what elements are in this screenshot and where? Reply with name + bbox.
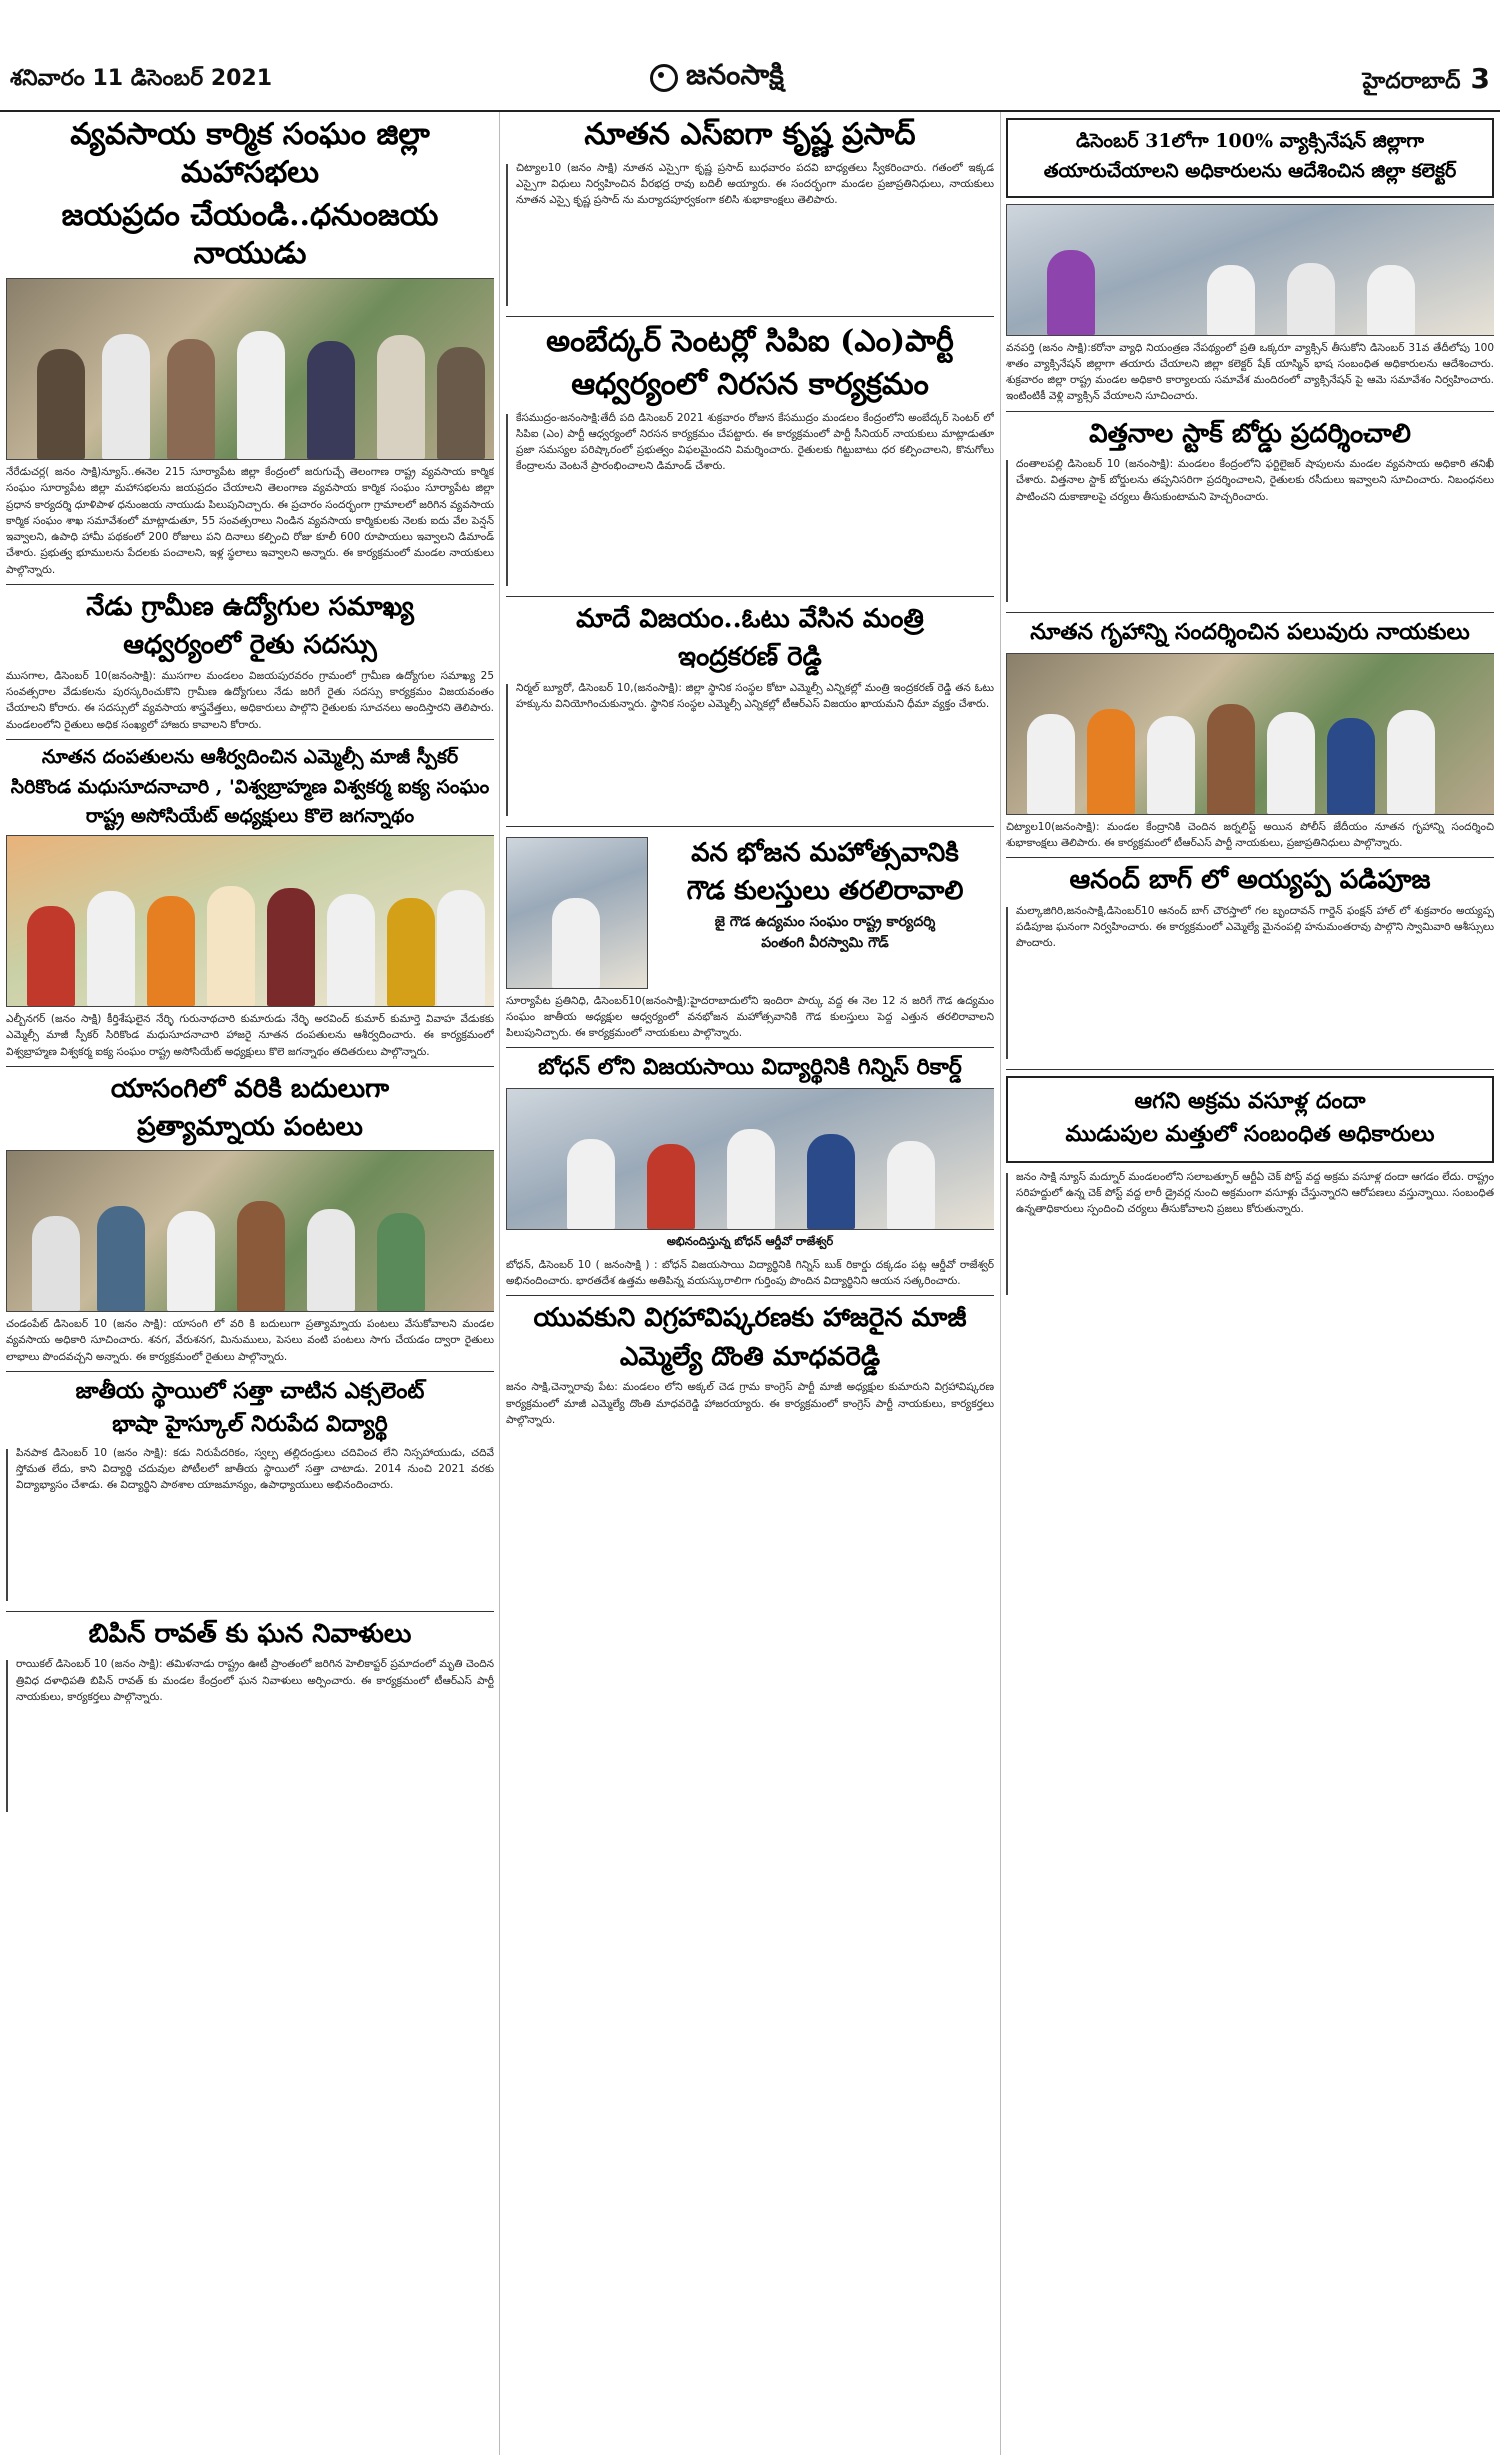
article-body: సూర్యాపేట ప్రతినిధి, డిసెంబర్10(జనంసాక్షి):హైదరాబాదులోని ఇందిరా పార్కు వద్ద ఈ నెల 12 న జరిగే గౌడ ఉద్యమం సంఘం జాతీయ అధ్యక్షుల ఆధ్వర్యంలో వనభోజన మహోత్సవానికి గౌడ కులస్తులు పెద్ద ఎత్తున తరలిరావాలని పిలుపునిచ్చారు. ఈ కార్యక్రమంలో నాయకులు పాల్గొన్నారు.	[506, 994, 994, 1040]
column-left	[6, 112, 494, 2455]
edition-info	[1363, 62, 1490, 99]
article-headline: నూతన దంపతులను ఆశీర్వదించిన ఎమ్మెల్సీ మాజీ స్పీకర్	[41, 745, 459, 768]
article-headline: గౌడ కులస్తులు తరలిరావాలి	[686, 876, 964, 906]
article-headline: విత్తనాల స్టాక్ బోర్డు ప్రదర్శించాలి	[1089, 418, 1411, 449]
article-body: జనం సాక్షి,చెన్నారావు పేట: మండలం లోని అక్కల్ చెడ గ్రామ కాంగ్రెస్ పార్టీ మాజీ అధ్యక్షుల కుమారుని విగ్రహావిష్కరణ కార్యక్రమంలో మాజీ ఎమ్మెల్యే దొంతి మాధవరెడ్డి హాజరయ్యారు. ఈ కార్యక్రమంలో కాంగ్రెస్ పార్టీ నాయకులు, కార్యకర్తలు పాల్గొన్నారు.	[506, 1381, 994, 1426]
article-subheadline: జై గౌడ ఉద్యమం సంఘం రాష్ట్ర కార్యదర్శి	[714, 913, 936, 930]
article-headline: ఇంద్రకరణ్ రెడ్డి	[678, 642, 822, 672]
article-photo	[506, 414, 508, 586]
article-headline: నూతన ఎస్ఐగా కృష్ణ ప్రసాద్	[584, 117, 916, 152]
article-photo	[1006, 460, 1008, 602]
article-body: రాయికల్ డిసెంబర్ 10 (జనం సాక్షి): తమిళనాడు రాష్ట్రం ఊటీ ప్రాంతంలో జరిగిన హెలికాప్టర్ ప్రమాదంలో మృతి చెందిన త్రివిధ దళాధిపతి బిపిన్ రావత్ కు మండల కేంద్రంలో ఘన నివాళులు అర్పించారు. ఈ కార్యక్రమంలో టీఆర్ఎస్ పార్టీ నాయకులు, కార్యకర్తలు పాల్గొన్నారు.	[16, 1658, 494, 1703]
article-body: బోధన్, డిసెంబర్ 10 ( జనంసాక్షి ) : బోధన్ విజయసాయి విద్యార్థినికి గిన్నిస్ బుక్ రికార్డు దక్కడం పట్ల ఆర్డీవో రాజేశ్వర్ అభినందించారు. భారతదేశ ఉత్తమ అతిపిన్న వయస్కురాలిగా గుర్తింపు పొందిన విద్యార్థినిని ఆయన సత్కరించారు.	[506, 1258, 994, 1288]
article-body: ముసగాల, డిసెంబర్ 10(జనంసాక్షి): ముసగాల మండలం విజయపురవరం గ్రామంలో గ్రామీణ ఉద్యోగుల సమాఖ్య 25 సంవత్సరాల వేడుకలను పురస్కరించుకొని గ్రామీణ ఉద్యోగులు నేడు జరిగే రైతు సదస్సు కార్యక్రమం విజయవంతం చేయాలని కోరారు. ఈ సదస్సులో వ్యవసాయ శాస్త్రవేత్తలు, అధికారులు పాల్గొని రైతులకు సూచనలు అందిస్తారని తెలిపారు. మండలంలోని రైతులు అధిక సంఖ్యలో హాజరు కావాలని కోరారు.	[6, 669, 494, 731]
portrait-photo	[506, 837, 648, 989]
column-divider	[499, 112, 500, 2455]
article-body: నేరేడుచర్ల( జనం సాక్షి)న్యూస్..ఈనెల 215 సూర్యాపేట జిల్లా కేంద్రంలో జరుగుచ్చే తెలంగాణ రాష్ట్ర వ్యవసాయ కార్మిక సంఘం సూర్యాపేట జిల్లా మహాసభలను జయప్రదం చేయాలని తెలంగాణ వ్యవసాయ కార్మిక సంఘం సూర్యాపేట జిల్లా ప్రధాన కార్యదర్శి ధూళిపాళ ధనుంజయ నాయుడు పిలుపునిచ్చారు. ఈ ప్రచారం సందర్భంగా గ్రామాలలో జరిగిన వ్యవసాయ కార్మిక సంఘం శాఖ సమావేశంలో మాట్లాడుతూ, 55 సంవత్సరాలు నిండిన వ్యవసాయ కార్మికులకు నెలకు ఐదు వేల పెన్షన్ ఇవ్వాలని, ఉపాధి హామీ పథకంలో 200 రోజులు పని దినాలు కల్పించి రోజు కూలీ 600 రూపాయలు ఇవ్వాలని డిమాండ్ చేశారు. ప్రభుత్వ భూములను పేదలకు పంచాలని, ఇళ్ల స్థలాలు ఇవ్వాలని అన్నారు. ఈ కార్యక్రమంలో మండల నాయకులు పాల్గొన్నారు.	[6, 466, 494, 576]
issue-date: శనివారం 11 డిసెంబర్ 2021	[10, 66, 273, 91]
article-photo	[506, 1088, 994, 1230]
logo-icon	[650, 64, 678, 92]
page-number: 3	[1470, 62, 1490, 95]
article-headline: సిరికొండ మధుసూదనాచారి , 'విశ్వబ్రాహ్మణ విశ్వకర్మ ఐక్య సంఘం	[10, 775, 490, 798]
article-headline: అంబేద్కర్ సెంటర్లో సిపిఐ (ఎం)పార్టీ	[546, 323, 954, 359]
article-headline: భాషా హైస్కూల్ నిరుపేద విద్యార్థి	[112, 1411, 388, 1438]
article-headline: వన భోజన మహోత్సవానికి	[691, 837, 959, 868]
article-body: చిట్యాల10(జనంసాక్షి): మండల కేంద్రానికి చెందిన జర్నలిస్ట్ అయిన పోలీస్ జేదీయం నూతన గృహాన్ని సందర్శించి శుభాకాంక్షలు తెలిపారు. ఈ కార్యక్రమంలో టీఆర్ఎస్ పార్టీ నాయకులు, ప్రజాప్రతినిధులు పాల్గొన్నారు.	[1006, 820, 1494, 849]
article-body: వనపర్తి (జనం సాక్షి):కరోనా వ్యాధి నియంత్రణ నేపథ్యంలో ప్రతి ఒక్కరూ వ్యాక్సిన్ తీసుకోని డిసెంబర్ 31వ తేదీలోపు 100 శాతం వ్యాక్సినేషన్ జిల్లాగా తయారు చేయాలని జిల్లా కలెక్టర్ షేక్ యాస్మిన్ భాష సంబంధిత అధికారులను ఆదేశించారు. శుక్రవారం జిల్లా రాష్ట్ర మండల అధికారి కార్యాలయ సమావేశ మందిరంలో వ్యాక్సినేషన్ పై ఆమె సమావేశం నిర్వహించారు. ఇంటింటికీ వెళ్లి వ్యాక్సిన్ వేయాలని సూచించారు.	[1006, 341, 1494, 403]
article-headline: యాసంగిలో వరికి బదులుగా	[110, 1073, 390, 1104]
article-body: కేసముద్రం-జనంసాక్షి:తేదీ పది డిసెంబర్ 2021 శుక్రవారం రోజున కేసముద్రం మండలం కేంద్రంలోని అంబేద్కర్ సెంటర్ లో సిపిఐ (ఎం) పార్టీ ఆధ్వర్యంలో నిరసన కార్యక్రమం చేపట్టారు. ఈ కార్యక్రమంలో పార్టీ సీనియర్ నాయకులు మాట్లాడుతూ ప్రజా సమస్యల పరిష్కారంలో ప్రభుత్వం విఫలమైందని విమర్శించారు. రైతులకు గిట్టుబాటు ధర కల్పించాలని, కొనుగోలు కేంద్రాలను వెంటనే ప్రారంభించాలని డిమాండ్ చేశారు.	[516, 411, 994, 473]
article-photo	[6, 1150, 494, 1312]
column-middle	[506, 112, 994, 2455]
article-headline: వ్యవసాయ కార్మిక సంఘం జిల్లా మహాసభలు	[70, 117, 430, 190]
article-headline: తయారుచేయాలని అధికారులను ఆదేశించిన జిల్లా కలెక్టర్	[1043, 159, 1457, 182]
article-body: చిట్యాల10 (జనం సాక్షి) నూతన ఎస్సైగా కృష్ణ ప్రసాద్ బుధవారం పదవి బాధ్యతలు స్వీకరించారు. గతంలో ఇక్కడ ఎస్సైగా విధులు నిర్వహించిన వీరభద్ర రావు బదిలీ అయ్యారు. ఈ సందర్భంగా మండల ప్రజాప్రతినిధులు, నాయకులు నూతన ఎస్సై కృష్ణ ప్రసాద్ ను మర్యాదపూర్వకంగా కలిసి శుభాకాంక్షలు తెలిపారు.	[516, 161, 994, 207]
article-photo	[6, 835, 494, 1007]
article-subheadline: పంతంగి వీరస్వామి గౌడ్	[761, 934, 889, 951]
article-headline: ఆగని అక్రమ వసూళ్ల దందా	[1134, 1087, 1366, 1114]
newspaper-logo	[650, 58, 784, 98]
article-headline: నూతన గృహాన్ని సందర్శించిన పలువురు నాయకులు	[1030, 619, 1470, 646]
article-photo	[506, 164, 508, 306]
article-headline: జయప్రదం చేయండి..ధనుంజయ నాయుడు	[61, 198, 439, 271]
photo-caption: అభినందిస్తున్న బోధన్ ఆర్డీవో రాజేశ్వర్	[666, 1233, 834, 1248]
article-body: పినపాక డిసెంబర్ 10 (జనం సాక్షి): కడు నిరుపేదరికం, స్వల్ప తల్లిదండ్రులు చదివించ లేని నిస్సహాయుడు, చదివే స్తోమత లేదు, కాని విద్యార్థి చదువుల పోటీలలో జాతీయ స్థాయిలో సత్తా చాటాడు. 2014 నుంచి 2021 వరకు విద్యాభ్యాసం చేశాడు. ఈ విద్యార్థిని పాఠశాల యాజమాన్యం, ఉపాధ్యాయులు అభినందించారు.	[16, 1446, 494, 1492]
article-headline: ఆనంద్ బాగ్ లో అయ్యప్ప పడిపూజ	[1069, 865, 1431, 896]
article-headline: యువకుని విగ్రహావిష్కరణకు హాజరైన మాజీ	[533, 1303, 967, 1334]
article-body: చండంపేట్ డిసెంబర్ 10 (జనం సాక్షి): యాసంగి లో వరి కి బదులుగా ప్రత్యామ్నాయ పంటలు వేసుకోవాలని మండల వ్యవసాయ అధికారి సూచించారు. శనగ, వేరుశనగ, మినుములు, పెసలు వంటి పంటలు సాగు చేయడం ద్వారా రైతులు లాభాలు పొందవచ్చని అన్నారు. ఈ కార్యక్రమంలో రైతులు పాల్గొన్నారు.	[6, 1317, 494, 1363]
article-headline: నేడు గ్రామీణ ఉద్యోగుల సమాఖ్య	[86, 591, 414, 622]
article-headline: బిపిన్ రావత్ కు ఘన నివాళులు	[88, 1618, 412, 1649]
article-headline: డిసెంబర్ 31లోగా 100% వ్యాక్సినేషన్ జిల్లాగా	[1076, 130, 1424, 152]
column-divider	[1000, 112, 1001, 2455]
article-photo	[1006, 653, 1494, 815]
article-body: నిర్మల్ బ్యూరో, డిసెంబర్ 10,(జనంసాక్షి): జిల్లా స్థానిక సంస్థల కోటా ఎమ్మెల్సీ ఎన్నికల్లో మంత్రి ఇంద్రకరణ్ రెడ్డి తన ఓటు హక్కును వినియోగించుకున్నారు. స్థానిక సంస్థల ఎమ్మెల్సీ ఎన్నికల్లో టీఆర్ఎస్ విజయం ఖాయమని ధీమా వ్యక్తం చేశారు.	[516, 681, 994, 710]
article-headline: ప్రత్యామ్నాయ పంటలు	[137, 1112, 363, 1143]
article-photo	[6, 278, 494, 460]
article-body: దంతాలపల్లి డిసెంబర్ 10 (జనంసాక్షి): మండలం కేంద్రంలోని ఫర్టిలైజర్ షాపులను మండల వ్యవసాయ అధికారి తనిఖీ చేశారు. విత్తనాల స్టాక్ బోర్డులను తప్పనిసరిగా ప్రదర్శించాలని, రైతులకు రసీదులు ఇవ్వాలని సూచించారు. నిబంధనలు పాటించని దుకాణాలపై చర్యలు తీసుకుంటామని హెచ్చరించారు.	[1016, 458, 1494, 503]
article-photo	[6, 1449, 8, 1601]
article-body: మల్కాజిగిరి,జనంసాక్షి,డిసెంబర్10 ఆనంద్ బాగ్ చౌరస్తాలో గల బృందావన్ గార్డెన్ ఫంక్షన్ హాల్ లో శుక్రవారం అయ్యప్ప పడిపూజ ఘనంగా నిర్వహించారు. ఈ కార్యక్రమంలో ఎమ్మెల్యే మైనంపల్లి హనుమంతరావు పాల్గొని స్వామివారి ఆశీస్సులు పొందారు.	[1016, 904, 1494, 950]
article-photo	[1006, 907, 1008, 1059]
article-headline: రాష్ట్ర అసోసియేట్ అధ్యక్షులు కొలె జగన్నాథం	[85, 805, 415, 828]
article-headline: ముడుపుల మత్తులో సంబంధిత అధికారులు	[1065, 1121, 1435, 1148]
article-photo	[506, 684, 508, 816]
article-headline: ఎమ్మెల్యే దొంతి మాధవరెడ్డి	[619, 1341, 881, 1372]
article-photo	[1006, 1173, 1008, 1295]
column-right	[1006, 112, 1494, 2455]
article-headline: మాదే విజయం..ఓటు వేసిన మంత్రి	[576, 603, 924, 634]
article-body: ఎల్బీనగర్ (జనం సాక్షి) కీర్తిశేషులైన నేర్ళి గురునాథచారి కుమారుడు నేర్ళి అరవింద్ కుమార్ కుమార్తె వివాహ వేడుకకు ఎమ్మెల్సీ మాజీ స్పీకర్ సిరికొండ మధుసూదనాచారి హాజరై నూతన దంపతులను ఆశీర్వదించారు. ఈ కార్యక్రమంలో విశ్వబ్రాహ్మణ విశ్వకర్మ ఐక్య సంఘం రాష్ట్ర అసోసియేట్ అధ్యక్షులు కొలె జగన్నాథం తదితరులు పాల్గొన్నారు.	[6, 1013, 494, 1058]
edition-city: హైదరాబాద్	[1362, 69, 1461, 94]
article-headline: బోధన్ లోని విజయసాయి విద్యార్థినికి గిన్నిస్ రికార్డ్	[538, 1054, 962, 1081]
article-body: జనం సాక్షి న్యూస్ మద్నూర్ మండలంలోని సలాబత్పూర్ ఆర్టీఏ చెక్ పోస్ట్ వద్ద అక్రమ వసూళ్ల దందా ఆగడం లేదు. రాష్ట్రం సరిహద్దులో ఉన్న చెక్ పోస్ట్ వద్ద లారీ డ్రైవర్ల నుంచి అక్రమంగా వసూళ్లు చేస్తున్నారని ఆరోపణలు వస్తున్నాయి. సంబంధిత ఉన్నతాధికారులు స్పందించి చర్యలు తీసుకోవాలని ప్రజలు కోరుతున్నారు.	[1016, 1170, 1494, 1216]
newspaper-name: జనంసాక్షి	[686, 58, 784, 91]
article-headline: ఆధ్వర్యంలో నిరసన కార్యక్రమం	[571, 367, 929, 402]
masthead	[0, 0, 1500, 112]
article-headline: జాతీయ స్థాయిలో సత్తా చాటిన ఎక్సలెంట్	[75, 1377, 425, 1404]
article-photo	[6, 1660, 8, 1812]
article-headline: ఆధ్వర్యంలో రైతు సదస్సు	[123, 630, 377, 661]
article-photo	[1006, 204, 1494, 336]
